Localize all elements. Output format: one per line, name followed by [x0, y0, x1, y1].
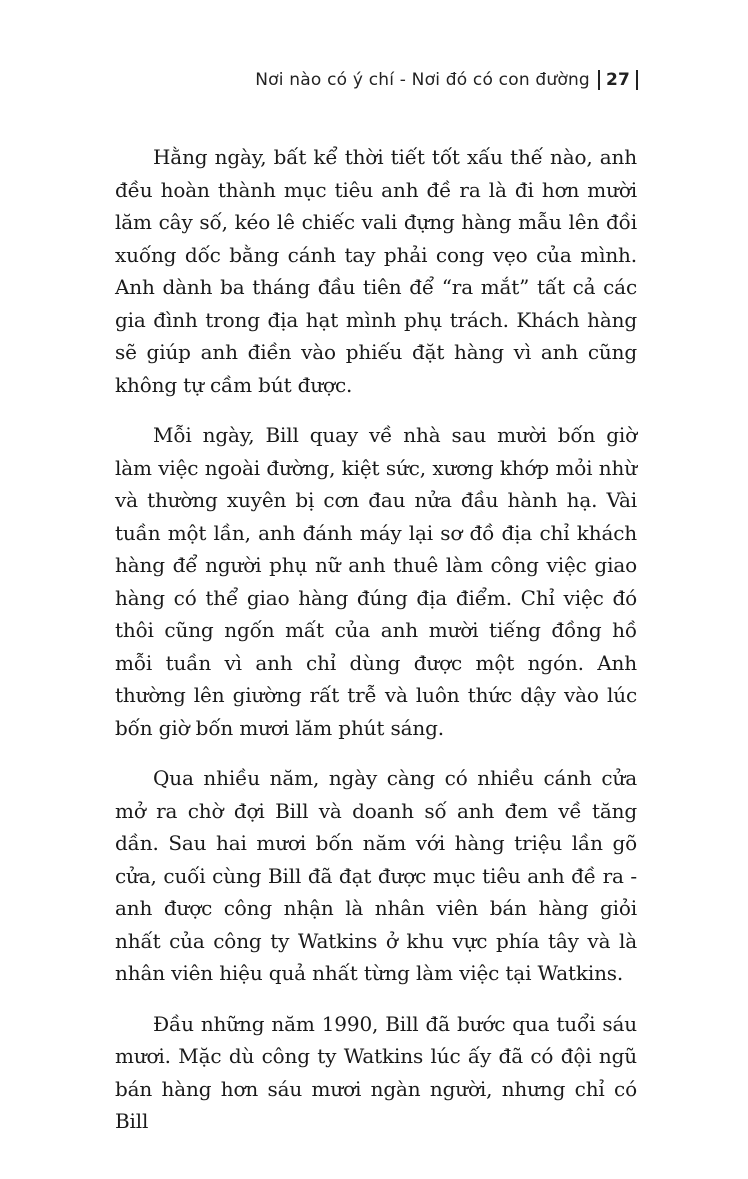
- header-divider: [598, 70, 600, 90]
- chapter-title: Nơi nào có ý chí - Nơi đó có con đường: [255, 70, 590, 90]
- paragraph-1: Hằng ngày, bất kể thời tiết tốt xấu thế nào, anh đều hoàn thành mục tiêu anh đề ra là đi hơn mười lăm cây số, kéo lê chiếc vali đựng hàng mẫu lên đồi xuống dốc bằng cánh tay phải cong vẹo của mình. Anh dành ba tháng đầu tiên để “ra mắt” tất cả các gia đình trong địa hạt mình phụ trách. Khách hàng sẽ giúp anh điền vào phiếu đặt hàng vì anh cũng không tự cầm bút được.: [115, 145, 637, 397]
- paragraph-2: Mỗi ngày, Bill quay về nhà sau mười bốn giờ làm việc ngoài đường, kiệt sức, xương khớp mỏi nhừ và thường xuyên bị cơn đau nửa đầu hành hạ. Vài tuần một lần, anh đánh máy lại sơ đồ địa chỉ khách hàng để người phụ nữ anh thuê làm công việc giao hàng có thể giao hàng đúng địa điểm. Chỉ việc đó thôi cũng ngốn mất của anh mười tiếng đồng hồ mỗi tuần vì anh chỉ dùng được một ngón. Anh thường lên giường rất trễ và luôn thức dậy vào lúc bốn giờ bốn mươi lăm phút sáng.: [115, 423, 637, 740]
- body-text: [115, 141, 637, 1156]
- paragraph-4: Đầu những năm 1990, Bill đã bước qua tuổi sáu mươi. Mặc dù công ty Watkins lúc ấy đã có đội ngũ bán hàng hơn sáu mươi ngàn người, nhưng chỉ có Bill: [115, 1011, 637, 1133]
- paragraph-3: Qua nhiều năm, ngày càng có nhiều cánh cửa mở ra chờ đợi Bill và doanh số anh đem về tăng dần. Sau hai mươi bốn năm với hàng triệu lần gõ cửa, cuối cùng Bill đã đạt được mục tiêu anh đề ra - anh được công nhận là nhân viên bán hàng giỏi nhất của công ty Watkins ở khu vực phía tây và là nhân viên hiệu quả nhất từng làm việc tại Watkins.: [115, 766, 637, 985]
- running-header: [255, 70, 638, 90]
- header-divider-end: [636, 70, 638, 90]
- page-number: 27: [605, 70, 630, 90]
